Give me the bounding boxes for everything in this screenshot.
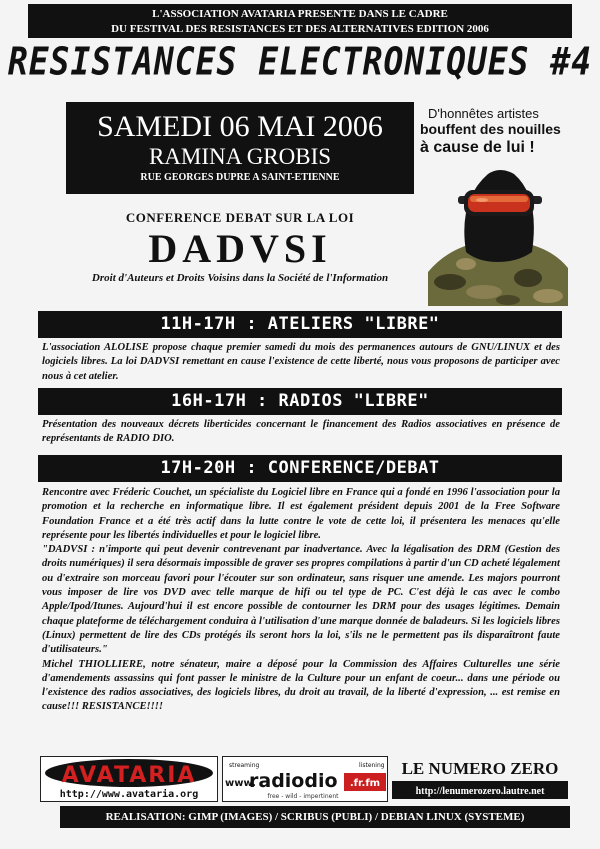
law-full-name: Droit d'Auteurs et Droits Voisins dans la Société de l'Information bbox=[91, 272, 389, 284]
radio-streaming-label: streaming bbox=[229, 762, 260, 769]
avataria-logo-graphic bbox=[41, 757, 217, 801]
numero-zero-logo bbox=[390, 756, 570, 802]
section-ateliers-title: 11H-17H : ATELIERS "LIBRE" bbox=[38, 311, 562, 338]
radio-tagline: free - wild - impertinent bbox=[267, 793, 339, 800]
organizer-line-2: DU FESTIVAL DES RESISTANCES ET DES ALTERNATIVES EDITION 2006 bbox=[111, 23, 489, 35]
event-venue: RAMINA GROBIS bbox=[148, 144, 332, 169]
law-name: DADVSI bbox=[148, 226, 332, 271]
radio-name: radiodio bbox=[249, 770, 338, 792]
radio-suffix: .fr.fm bbox=[349, 778, 381, 789]
organizer-line-1: L'ASSOCIATION AVATARIA PRESENTE DANS LE CADRE bbox=[152, 8, 448, 20]
section-conference-text bbox=[42, 486, 560, 715]
tagline-line-1: D'honnêtes artistes bbox=[428, 106, 539, 121]
radiodio-logo-graphic bbox=[223, 757, 387, 801]
numero-zero-graphic bbox=[390, 756, 570, 802]
organizer-banner bbox=[28, 4, 572, 38]
section-radios-text: Présentation des nouveaux décrets liberticides concernant le financement des Radios associatives en présence de représentants de RADIO DIO. bbox=[42, 419, 560, 445]
section-conference-title: 17H-20H : CONFERENCE/DEBAT bbox=[38, 455, 562, 482]
numero-zero-url: http://lenumerozero.lautre.net bbox=[415, 786, 545, 797]
event-date: SAMEDI 06 MAI 2006 bbox=[97, 110, 383, 143]
credits-bar: REALISATION: GIMP (IMAGES) / SCRIBUS (PUBLI) / DEBIAN LINUX (SYSTEME) bbox=[60, 806, 570, 828]
masked-soldier-image bbox=[428, 160, 568, 306]
date-venue-box bbox=[66, 102, 414, 194]
tagline-line-2: bouffent des nouilles bbox=[420, 121, 561, 137]
radio-prefix: www. bbox=[225, 778, 256, 789]
section-ateliers-text: L'association ALOLISE propose chaque premier samedi du mois des permanences autours de GNU/LINUX et des logiciels libres. La loi DADVSI remettant en cause l'existence de cette liberté, nous vous proposons de participer avec nous à cet atelier. bbox=[42, 342, 560, 382]
radiodio-logo bbox=[222, 756, 388, 802]
conference-heading: CONFERENCE DEBAT SUR LA LOI bbox=[125, 210, 355, 225]
numero-zero-name: LE NUMERO ZERO bbox=[401, 759, 559, 778]
tagline-line-3: à cause de lui ! bbox=[420, 139, 535, 156]
conference-paragraph-1: Rencontre avec Fréderic Couchet, un spécialiste du Logiciel libre en France qui a fondé en 1996 l'association pour la promotion et la recherche en informatique libre. Il est également président depuis 2001 de la Free Software Foundation France et a été très actif dans la lutte contre le vote de cette loi, il présentera les menaces qu'elle représente pour les libertés individuelles et pour le logiciel libre. bbox=[42, 487, 560, 541]
tagline bbox=[420, 106, 580, 157]
conference-paragraph-2: "DADVSI : n'importe qui peut devenir contrevenant par inadvertance. Avec la légalisation des DRM (Gestion des droits numériques) il sera désormais impossible de graver ses propres compilations à partir d'un CD acheté légalement ou d'extraire son morceau favori pour l'écouter sur son ordinateur, sans risquer une amende. Les majors pourront vous imposer de lire vos DVD avec telle marque de hifi ou tel type de PC. C'est déjà le cas avec le combo Apple/Ipod/Itunes. Aujourd'hui il est encore possible de contourner les DRM pour des usages légitimes. Demain chaque plateforme de téléchargement conduira à l'utilisation d'une marque donnée de baladeurs. Si les logiciels libres (Linux) permettent de lire des CDs protégés ils seront hors la loi, s'ils ne le permettent pas ils disparaîtront faute d'utilisateurs." bbox=[42, 544, 560, 656]
avataria-url: http://www.avataria.org bbox=[59, 789, 199, 800]
avataria-logo bbox=[40, 756, 218, 802]
section-radios-title: 16H-17H : RADIOS "LIBRE" bbox=[38, 388, 562, 415]
avataria-logo-text: AVATARIA bbox=[61, 763, 197, 788]
radio-listening-label: listening bbox=[359, 762, 385, 769]
event-series-title: RESISTANCES ELECTRONIQUES #4 bbox=[7, 39, 593, 84]
conference-paragraph-3: Michel THIOLLIERE, notre sénateur, maire a déposé pour la Commission des Affaires Culturelles une série d'amendements assassins qui font passer le ministre de la Culture pour un enfant de coeur... dans une période ou l'existence des radios associatives, des logiciels libres, du droit au travail, de la liberté d'expression, ... est remise en cause!!! RESISTANCE!!!! bbox=[42, 658, 560, 713]
masked-soldier-illustration bbox=[428, 160, 568, 306]
event-street: RUE GEORGES DUPRE A SAINT-ETIENNE bbox=[140, 172, 340, 183]
